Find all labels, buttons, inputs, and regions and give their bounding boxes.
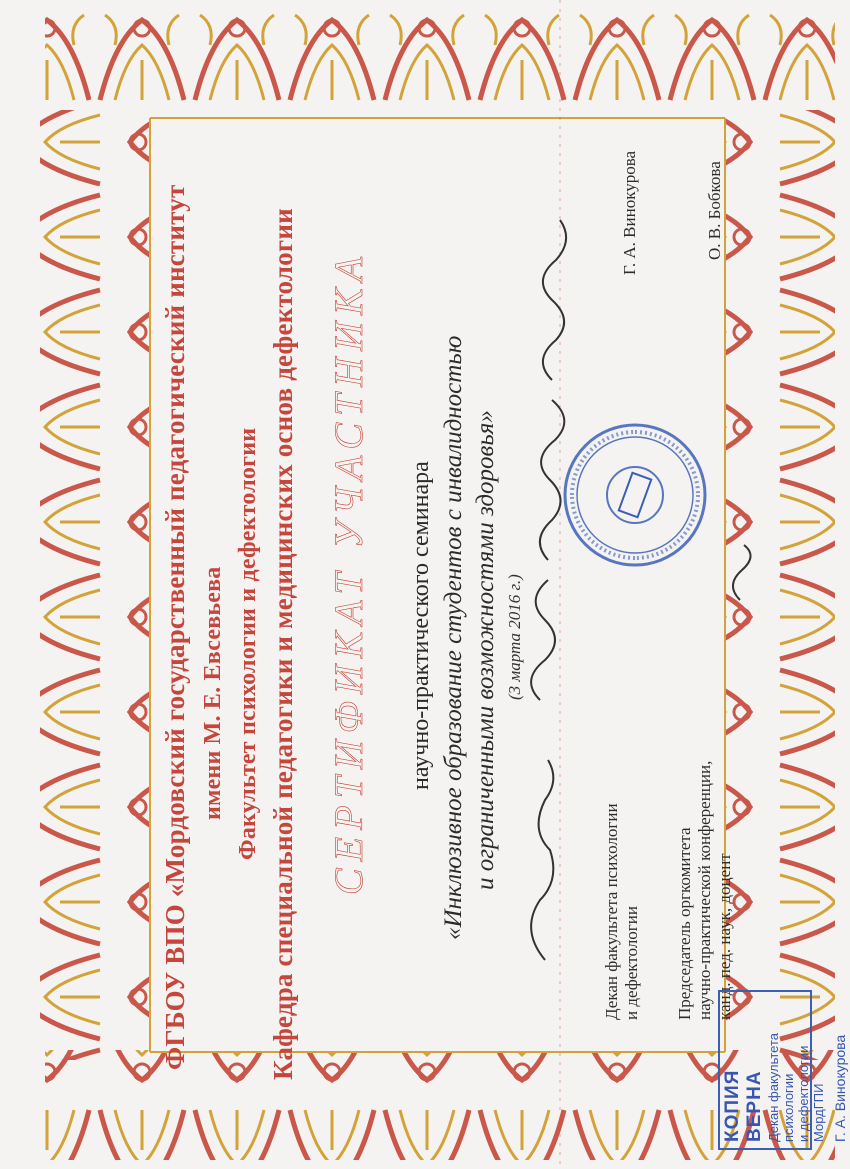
chair-role-line-3: канд. пед. наук, доцент <box>715 853 734 1020</box>
dean-name: Г. А. Винокурова <box>620 150 639 275</box>
stamp-line-2: Декан факультета психологии <box>766 1033 796 1142</box>
stamp-line-1: КОПИЯ ВЕРНА <box>722 1069 765 1142</box>
dean-role-line-1: Декан факультета психологии <box>602 803 621 1020</box>
seminar-type: научно-практического семинара <box>408 461 434 790</box>
institution-line-1: ФГБОУ ВПО «Мордовский государственный педагогический институт <box>160 184 190 1070</box>
chair-role-line-2: научно-практической конференции, <box>695 760 714 1020</box>
chair-role-line-1: Председатель оргкомитета <box>675 827 694 1020</box>
seminar-name-line-1: «Инклюзивное образование студентов с инвалидностью <box>440 335 467 940</box>
copy-certified-stamp <box>718 990 848 1150</box>
department-name: Кафедра специальной педагогики и медицинских основ дефектологии <box>268 208 298 1080</box>
certificate-title: СЕРТИФИКАТ УЧАСТНИКА <box>326 249 371 895</box>
round-seal <box>560 420 710 570</box>
faculty-name: Факультет психологии и дефектологии <box>235 427 261 860</box>
stamp-line-3: и дефектологии МордГПИ <box>796 1045 826 1142</box>
stamp-line-4: Г. А. Винокурова <box>832 1034 848 1142</box>
chair-name: О. В. Бобкова <box>705 161 724 260</box>
seminar-name-line-2: и ограниченными возможностями здоровья» <box>472 410 499 890</box>
institution-line-2: имени М. Е. Евсевьева <box>200 566 226 820</box>
dean-role-line-2: и дефектологии <box>622 906 641 1020</box>
seminar-date: (3 марта 2016 г.) <box>505 574 524 700</box>
